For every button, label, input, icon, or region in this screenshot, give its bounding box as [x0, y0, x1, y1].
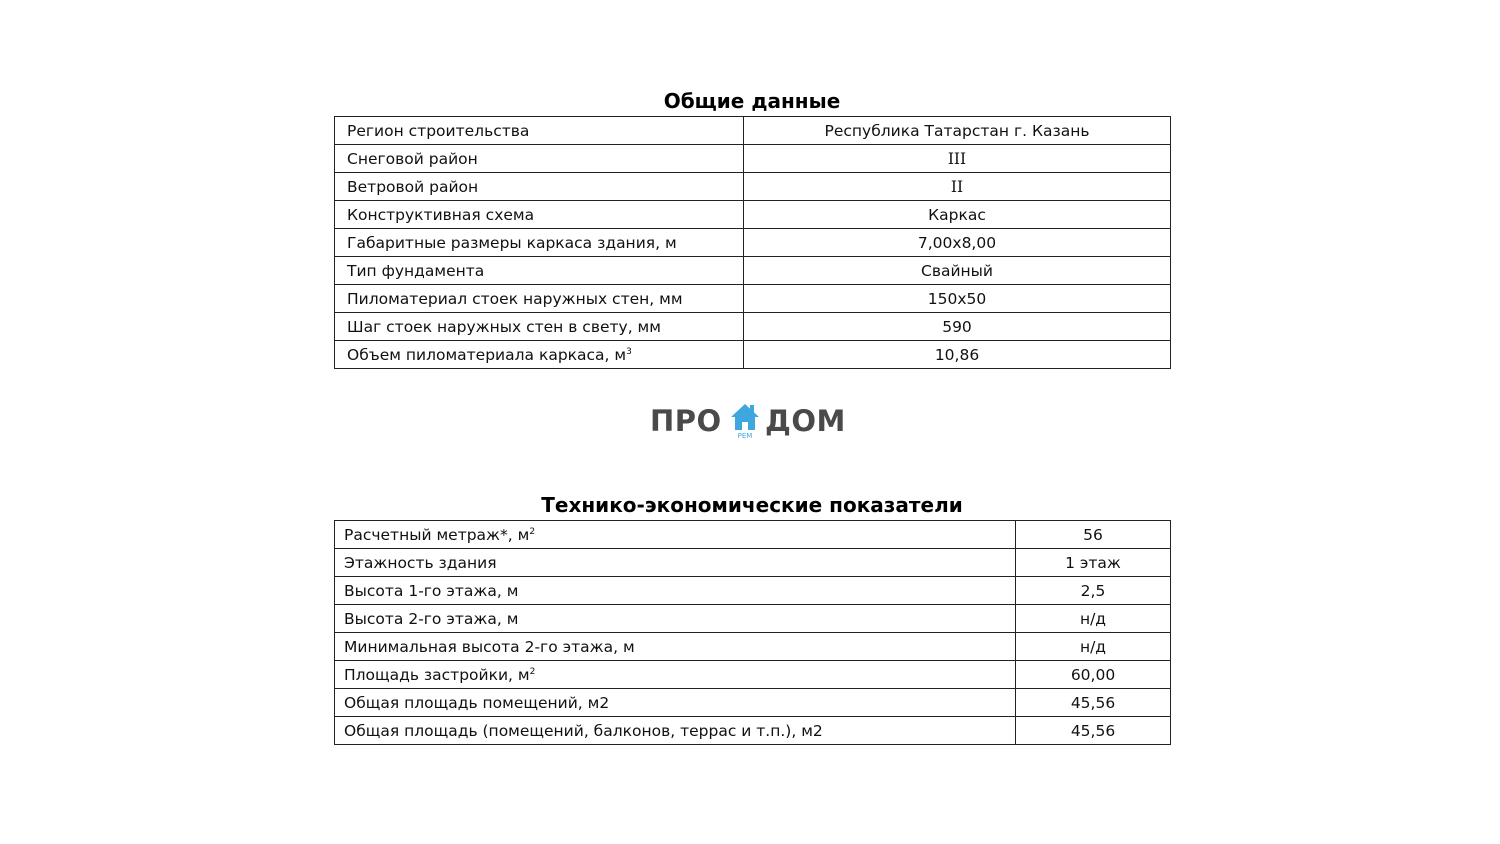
table-row: [335, 661, 1171, 689]
row-label-total-room-area: Общая площадь помещений, м2: [335, 689, 1016, 717]
general-data-table: [334, 116, 1171, 369]
row-value-lumber-volume: 10,86: [744, 341, 1171, 369]
row-label-snow-region: Снеговой район: [335, 145, 744, 173]
superscript-3: 3: [626, 346, 632, 357]
row-label-floor2-min-height: Минимальная высота 2-го этажа, м: [335, 633, 1016, 661]
table-row: [335, 201, 1171, 229]
row-value-total-room-area: 45,56: [1016, 689, 1171, 717]
row-value-stud-spacing: 590: [744, 313, 1171, 341]
row-value-wind-region: II: [744, 173, 1171, 201]
row-label-construction-region: Регион строительства: [335, 117, 744, 145]
row-label-calculated-area: [335, 521, 1016, 549]
tech-econ-table: [334, 520, 1171, 745]
logo-sub-text: РЕМ: [737, 432, 753, 440]
table-row: [335, 285, 1171, 313]
row-label-lumber-volume: [335, 341, 744, 369]
row-label-wind-region: Ветровой район: [335, 173, 744, 201]
logo-word-pro: ПРО: [650, 404, 722, 438]
logo-word-dom: ДОМ: [765, 404, 846, 438]
row-value-building-footprint: 60,00: [1016, 661, 1171, 689]
row-label-structural-scheme: Конструктивная схема: [335, 201, 744, 229]
row-value-calculated-area: 56: [1016, 521, 1171, 549]
row-label-floor2-height: Высота 2-го этажа, м: [335, 605, 1016, 633]
house-icon: [730, 402, 760, 432]
row-label-stud-spacing: Шаг стоек наружных стен в свету, мм: [335, 313, 744, 341]
row-value-snow-region: III: [744, 145, 1171, 173]
table-row: [335, 313, 1171, 341]
tech-econ-title: Технико-экономические показатели: [541, 493, 963, 517]
general-data-title: Общие данные: [663, 89, 841, 113]
superscript-2: 2: [529, 666, 536, 677]
row-label-foundation-type: Тип фундамента: [335, 257, 744, 285]
row-value-floors: 1 этаж: [1016, 549, 1171, 577]
row-value-floor2-min-height: н/д: [1016, 633, 1171, 661]
table-row: [335, 717, 1171, 745]
table-row: [335, 605, 1171, 633]
table-row: [335, 229, 1171, 257]
row-label-building-footprint-text: Площадь застройки, м: [344, 665, 530, 684]
row-label-floor1-height: Высота 1-го этажа, м: [335, 577, 1016, 605]
superscript-2: 2: [529, 526, 536, 537]
table-row: [335, 257, 1171, 285]
row-value-frame-dimensions: 7,00х8,00: [744, 229, 1171, 257]
row-value-construction-region: Республика Татарстан г. Казань: [744, 117, 1171, 145]
pro-dom-logo: [650, 402, 850, 446]
row-value-floor1-height: 2,5: [1016, 577, 1171, 605]
table-row: [335, 577, 1171, 605]
table-row: [335, 341, 1171, 369]
table-row: [335, 173, 1171, 201]
row-value-foundation-type: Свайный: [744, 257, 1171, 285]
table-row: [335, 117, 1171, 145]
row-value-structural-scheme: Каркас: [744, 201, 1171, 229]
row-label-calculated-area-text: Расчетный метраж*, м: [344, 525, 530, 544]
row-label-total-area-incl-balconies: Общая площадь (помещений, балконов, террас и т.п.), м2: [335, 717, 1016, 745]
table-row: [335, 549, 1171, 577]
table-row: [335, 521, 1171, 549]
table-row: [335, 633, 1171, 661]
row-label-building-footprint: [335, 661, 1016, 689]
table-row: [335, 689, 1171, 717]
row-value-total-area-incl-balconies: 45,56: [1016, 717, 1171, 745]
row-value-floor2-height: н/д: [1016, 605, 1171, 633]
row-label-floors: Этажность здания: [335, 549, 1016, 577]
row-value-stud-lumber: 150х50: [744, 285, 1171, 313]
row-label-lumber-volume-text: Объем пиломатериала каркаса, м: [347, 345, 627, 364]
table-row: [335, 145, 1171, 173]
row-label-stud-lumber: Пиломатериал стоек наружных стен, мм: [335, 285, 744, 313]
row-label-frame-dimensions: Габаритные размеры каркаса здания, м: [335, 229, 744, 257]
